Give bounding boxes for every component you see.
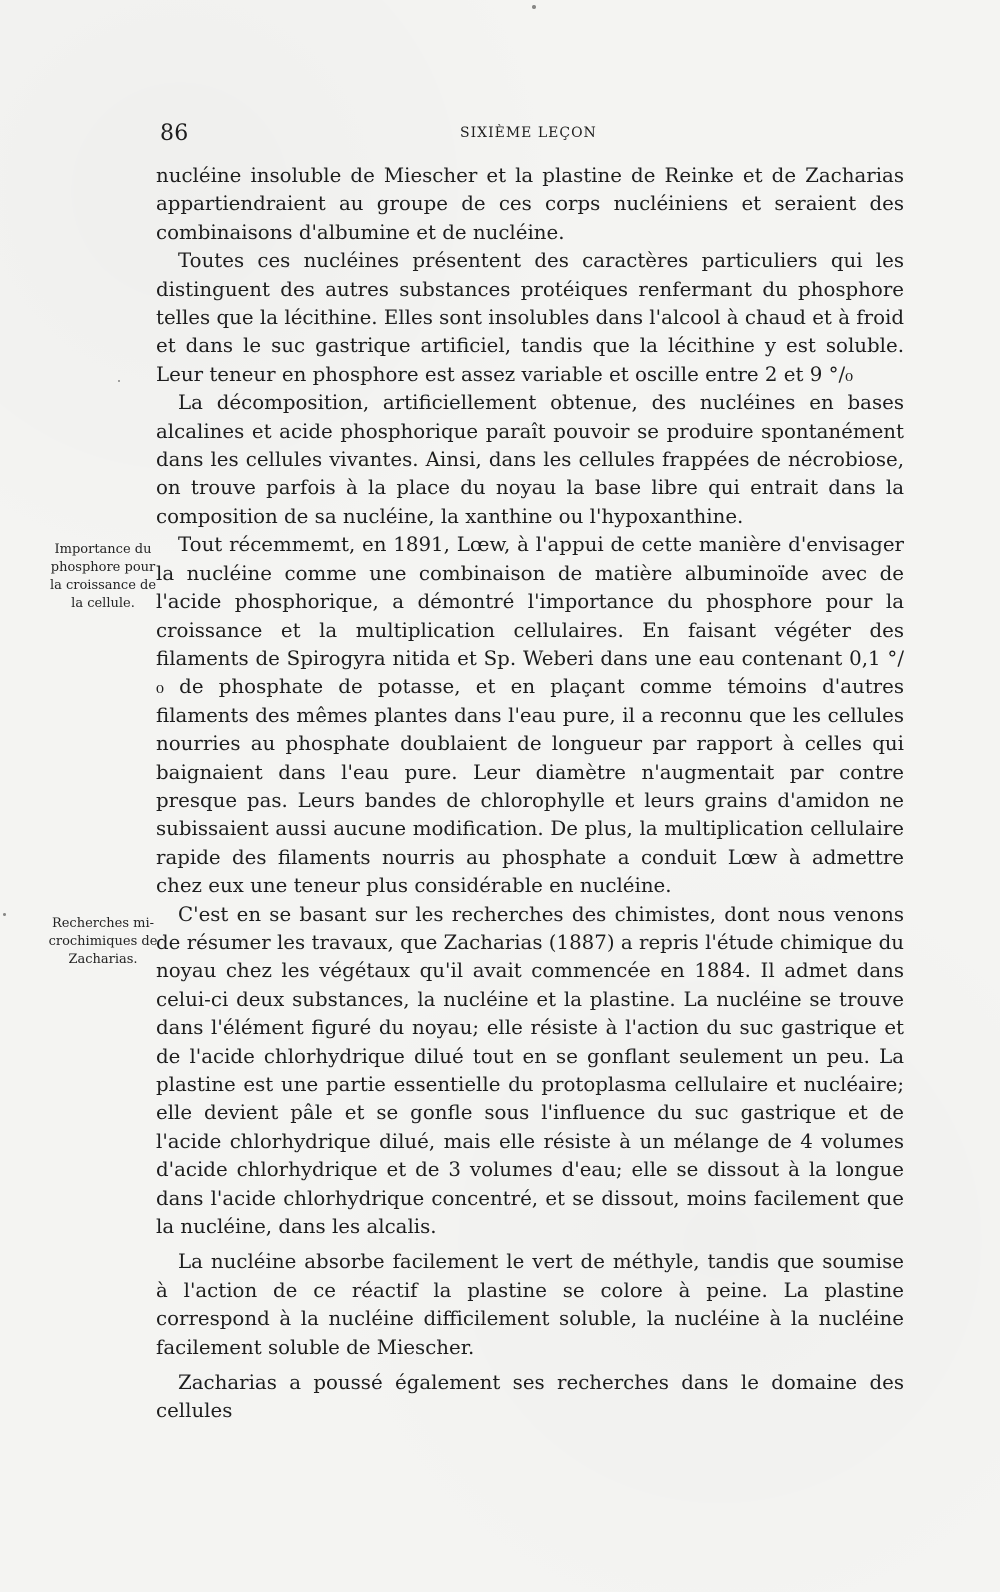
paragraph-3: La décomposition, artificiellement obtenue, des nucléines en bases alcalines et acide phosphorique paraît pouvoir se produire spontanément dans les cellules vivantes. Ainsi, dans les cellules frappées de nécrobiose, on trouve parfois à la place du noyau la base libre qui entrait dans la composition de sa nucléine, la xanthine ou l'hypoxanthine. — [156, 391, 904, 528]
paper-speck — [3, 913, 6, 916]
running-head: SIXIÈME LEÇON — [460, 125, 597, 141]
main-text — [156, 162, 904, 1426]
paragraph-2: Toutes ces nucléines présentent des caractères particuliers qui les distinguent des autres substances protéiques renfermant du phosphore telles que la lécithine. Elles sont insolubles dans l'alcool à chaud et à froid et dans le suc gastrique artificiel, tandis que la lécithine y est soluble. Leur teneur en phosphore est assez variable et oscille entre 2 et 9 °/₀ — [156, 249, 904, 386]
paper-speck — [532, 5, 536, 9]
paragraph-7: Zacharias a poussé également ses recherches dans le domaine des cellules — [156, 1371, 904, 1423]
margin-note-recherches-zacharias: Recherches mi-crochimiques de Zacharias. — [48, 916, 158, 967]
paragraph-5: C'est en se basant sur les recherches des chimistes, dont nous venons de résumer les travaux, que Zacharias (1887) a repris l'étude chimique du noyau chez les végétaux qu'il avait commencée en 1884. Il admet dans celui-ci deux substances, la nucléine et la plastine. La nucléine se trouve dans l'élément figuré du noyau; elle résiste à l'action du suc gastrique et de l'acide chlorhydrique dilué tout en se gonflant seulement un peu. La plastine est une partie essentielle du protoplasma cellulaire et nucléaire; elle devient pâle et se gonfle sous l'influence du suc gastrique et de l'acide chlorhydrique dilué, mais elle résiste à un mélange de 4 volumes d'acide chlorhydrique et de 3 volumes d'eau; elle se dissout à la longue dans l'acide chlorhydrique concentré, et se dissout, moins facilement que la nucléine, dans les alcalis. — [156, 902, 904, 1239]
page-header — [160, 119, 760, 151]
margin-note-importance-phosphore: Importance du phosphore pour la croissance de la cellule. — [49, 542, 157, 611]
paper-speck — [118, 380, 120, 382]
page-number: 86 — [160, 121, 189, 146]
paragraph-4: Tout récemmemt, en 1891, Lœw, à l'appui de cette manière d'envisager la nucléine comme une combinaison de matière albuminoïde avec de l'acide phosphorique, a démontré l'importance du phosphore pour la croissance et la multiplication cellulaires. En faisant végéter des filaments de Spirogyra nitida et Sp. Weberi dans une eau contenant 0,1 °/₀ de phosphate de potasse, et en plaçant comme témoins d'autres filaments des mêmes plantes dans l'eau pure, il a reconnu que les cellules nourries au phosphate doublaient de longueur par rapport à celles qui baignaient dans l'eau pure. Leur diamètre n'augmentait par contre presque pas. Leurs bandes de chlorophylle et leurs grains d'amidon ne subissaient aussi aucune modification. De plus, la multiplication cellulaire rapide des filaments nourris au phosphate a conduit Lœw à admettre chez eux une teneur plus considérable en nucléine. — [156, 533, 904, 898]
paragraph-6: La nucléine absorbe facilement le vert de méthyle, tandis que soumise à l'action de ce réactif la plastine se colore à peine. La plastine correspond à la nucléine difficilement soluble, la nucléine à la nucléine facilement soluble de Miescher. — [156, 1250, 904, 1359]
paragraph-1: nucléine insoluble de Miescher et la plastine de Reinke et de Zacharias appartiendraient au groupe de ces corps nucléiniens et seraient des combinaisons d'albumine et de nucléine. — [156, 164, 904, 244]
